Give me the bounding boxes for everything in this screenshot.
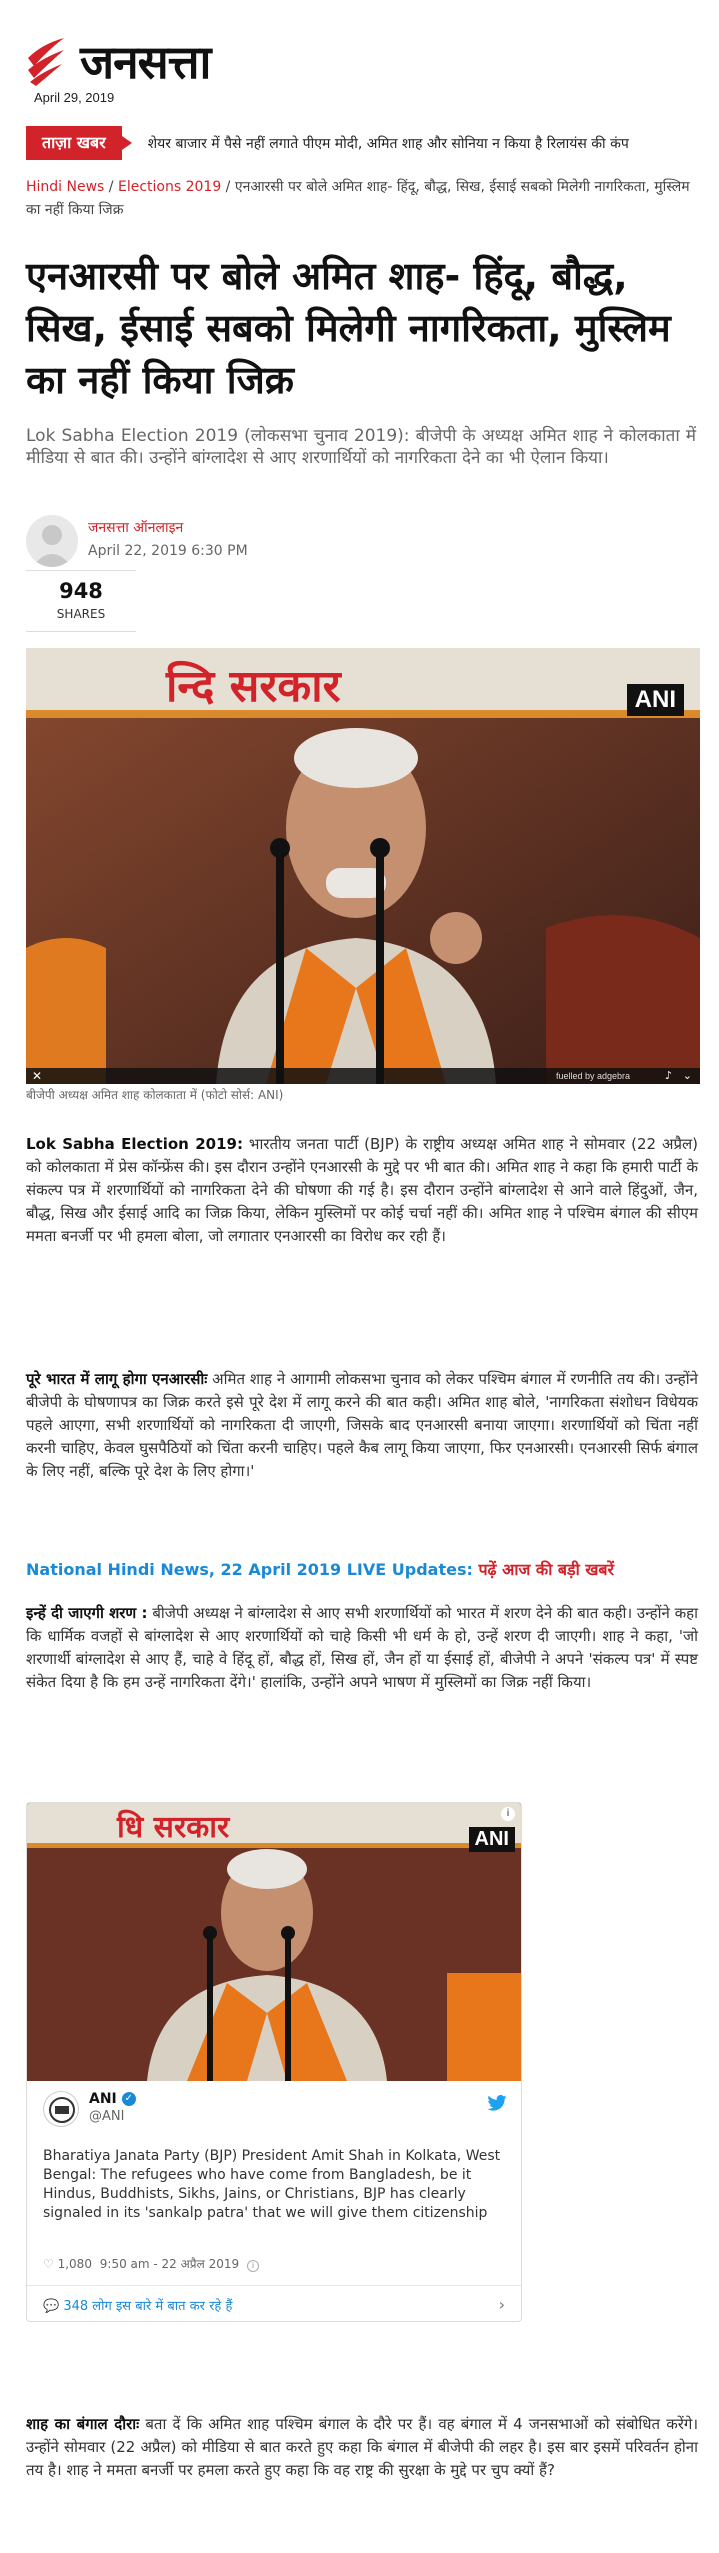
tweet-ani-badge: ANI xyxy=(469,1827,515,1852)
breadcrumb-current: एनआरसी पर बोले अमित शाह- हिंदू, बौद्ध, सिख, ईसाई सबको मिलेगी नागरिकता, मुस्लिम का नहीं किया जिक्र xyxy=(26,179,690,218)
publish-date: April 22, 2019 6:30 PM xyxy=(88,543,248,559)
info-icon[interactable]: i xyxy=(501,1807,515,1821)
live-updates-link[interactable] xyxy=(26,1558,614,1580)
breadcrumb-home-link[interactable]: Hindi News xyxy=(26,179,105,195)
paragraph-text: बता दें कि अमित शाह पश्चिम बंगाल के दौरे पर हैं। वह बंगाल में 4 जनसभाओं को संबोधित करेंगे। उन्होंने सोमवार (22 अप्रैल) को मीडिया से बात करते हुए कहा कि बंगाल में बीजेपी की लहर है। इस बार इसमें परिवर्तन होना तय है। शाह ने ममता बनर्जी पर हमला करते हुए कहा कि वह राष्ट्र की सुरक्षा के मुद्दे पर चुप क्यों हैं? xyxy=(26,2415,698,2479)
tweet-avatar[interactable] xyxy=(43,2091,79,2127)
tweet-author-name[interactable] xyxy=(89,2091,136,2107)
tweet-author[interactable] xyxy=(43,2091,507,2131)
breaking-news-ticker[interactable]: शेयर बाजार में पैसे नहीं लगाते पीएम मोदी, अमित शाह और सोनिया न किया है रिलायंस की कंप xyxy=(147,135,629,152)
twitter-bird-icon[interactable] xyxy=(487,2095,507,2111)
paragraph-text: भारतीय जनता पार्टी (BJP) के राष्ट्रीय अध्यक्ष अमित शाह ने सोमवार (22 अप्रैल) को कोलकाता में प्रेस कॉन्फ्रेंस की। इस दौरान उन्होंने एनआरसी के मुद्दे पर भी बात की। अमित शाह ने कहा कि हमारी पार्टी के संकल्प पत्र में शरणार्थियों को नागरिकता देने की घोषणा की गई है। इस दौरान उन्होंने बांग्लादेश से आने वाले हिंदुओं, जैन, बौद्ध, सिख और ईसाई आदि का जिक्र किया, लेकिन मुस्लिमों पर कोई चर्चा नहीं की। अमित शाह ने पश्चिम बंगाल की सीएम ममता बनर्जी पर भी हमला बोला, जो लगातार एनआरसी का विरोध कर रही हैं। xyxy=(26,1135,698,1245)
tweet-discussion-text[interactable]: 348 लोग इस बारे में बात कर रहे हैं xyxy=(63,2299,233,2314)
tweet-timestamp[interactable]: 9:50 am - 22 अप्रैल 2019 xyxy=(99,2257,240,2271)
breaking-news-bar xyxy=(26,126,719,160)
tweet-banner-text: धि सरकार xyxy=(117,1810,230,1845)
ani-badge: ANI xyxy=(627,684,684,716)
tweet-discussion-link[interactable] xyxy=(43,2296,232,2314)
comment-icon: 💬 xyxy=(43,2299,60,2314)
breaking-news-label: ताज़ा खबर xyxy=(26,126,122,160)
hero-video-player[interactable] xyxy=(26,648,700,1084)
live-updates-link-text[interactable]: पढ़ें आज की बड़ी खबरें xyxy=(478,1560,615,1579)
chevron-down-icon[interactable]: ⌄ xyxy=(682,1069,692,1082)
header-date: April 29, 2019 xyxy=(34,90,115,105)
share-count: 948 xyxy=(59,579,103,603)
paragraph-lead: Lok Sabha Election 2019: xyxy=(26,1135,243,1153)
article-paragraph-2 xyxy=(26,1368,698,1483)
share-label: SHARES xyxy=(56,607,106,621)
paragraph-text: अमित शाह ने आगामी लोकसभा चुनाव को लेकर पश्चिम बंगाल में रणनीति तय की। उन्होंने बीजेपी के घोषणापत्र का जिक्र करते इसे पूरे देश में लागू करने की बात कही। अमित शाह बोले, 'नागरिकता संशोधन विधेयक पहले आएगा, सभी शरणार्थियों को नागरिकता दी जाएगी, जिसके बाद एनआरसी बनाया जाएगा। शरणार्थियों को चिंता नहीं करनी चाहिए, केवल घुसपैठियों को चिंता करनी चाहिए। पहले कैब लागू किया जाएगा, फिर एनआरसी। एनआरसी सिर्फ बंगाल के लिए नहीं, बल्कि पूरे देश के लिए होगा।' xyxy=(26,1370,698,1480)
article-summary: Lok Sabha Election 2019 (लोकसभा चुनाव 2019): बीजेपी के अध्यक्ष अमित शाह ने कोलकाता में मीडिया से बात की। उन्होंने बांग्लादेश से आए शरणार्थियों को नागरिकता देने का भी ऐलान किया। xyxy=(26,426,696,468)
site-logo-text[interactable]: जनसत्ता xyxy=(80,35,211,89)
paragraph-text: बीजेपी अध्यक्ष ने बांग्लादेश से आए सभी शरणार्थियों को भारत में शरण देने की बात कही। उन्होंने कहा कि धार्मिक वजहों से बांग्लादेश से आए शरणार्थियों को चाहे किसी भी धर्म के हो, उन्हें शरण दी जाएगी। शाह ने कहा, 'जो शरणार्थी बांग्लादेश से आए हैं, चाहे वे हिंदू हों, बौद्ध हों, सिख हों, जैन हों या ईसाई हों, बीजेपी ने अपने 'संकल्प पत्र' में स्पष्ट संकेत दिया है कि हम उन्हें नागरिकता देंगे।' हालांकि, उन्होंने अपने भाषण में मुस्लिमों का जिक्र नहीं किया। xyxy=(26,1604,698,1691)
article-title: एनआरसी पर बोले अमित शाह- हिंदू, बौद्ध, सिख, ईसाई सबको मिलेगी नागरिकता, मुस्लिम का नहीं किया जिक्र xyxy=(26,254,671,402)
author-name-link[interactable]: जनसत्ता ऑनलाइन xyxy=(88,520,184,536)
breadcrumb-elections-link[interactable]: Elections 2019 xyxy=(117,179,222,195)
tweet-author-name-text[interactable]: ANI xyxy=(89,2091,117,2107)
article-paragraph-4 xyxy=(26,2413,698,2482)
tweet-like-count[interactable]: 1,080 xyxy=(57,2257,92,2271)
live-updates-link-prefix[interactable]: National Hindi News, 22 April 2019 LIVE Updates: xyxy=(26,1560,479,1579)
site-header xyxy=(0,0,719,118)
author-row xyxy=(26,515,426,567)
hero-image xyxy=(26,648,700,1084)
tweet-photo xyxy=(27,1803,522,2081)
paragraph-lead: शाह का बंगाल दौराः xyxy=(26,2415,140,2433)
tweet-footer[interactable] xyxy=(27,2285,522,2322)
tweet-text: Bharatiya Janata Party (BJP) President Amit Shah in Kolkata, West Bengal: The refugees who have come from Bangladesh, be it Hindus, Buddhists, Sikhs, Jains, or Christians, BJP has clearly signaled in its 'sankalp patra' that we will give them citizenship xyxy=(43,2148,501,2221)
verified-icon: ✓ xyxy=(122,2092,136,2106)
info-icon[interactable]: i xyxy=(247,2260,259,2272)
speaker-icon[interactable]: ♪ xyxy=(664,1069,672,1082)
close-icon[interactable]: ✕ xyxy=(32,1069,43,1083)
chevron-right-icon[interactable]: › xyxy=(498,2295,505,2314)
tweet-author-handle[interactable]: @ANI xyxy=(89,2109,125,2124)
breadcrumb-separator: / xyxy=(221,179,235,195)
hero-banner-text: न्दि सरकार xyxy=(166,661,341,712)
embedded-tweet[interactable] xyxy=(26,1802,522,2322)
logo-icon[interactable] xyxy=(26,36,68,86)
paragraph-lead: पूरे भारत में लागू होगा एनआरसीः xyxy=(26,1370,208,1388)
image-caption: बीजेपी अध्यक्ष अमित शाह कोलकाता में (फोटो सोर्स: ANI) xyxy=(26,1088,284,1102)
player-credit: fuelled by adgebra xyxy=(555,1071,630,1081)
article-paragraph-3 xyxy=(26,1602,698,1694)
heart-icon[interactable]: ♡ xyxy=(43,2257,54,2271)
share-counter xyxy=(26,570,136,632)
paragraph-lead: इन्हें दी जाएगी शरण : xyxy=(26,1604,148,1622)
article-paragraph-1 xyxy=(26,1133,698,1248)
tweet-image[interactable] xyxy=(27,1803,522,2081)
tweet-meta xyxy=(43,2255,259,2272)
breadcrumb xyxy=(26,176,694,222)
breadcrumb-separator: / xyxy=(104,179,118,195)
avatar-icon xyxy=(26,515,78,567)
